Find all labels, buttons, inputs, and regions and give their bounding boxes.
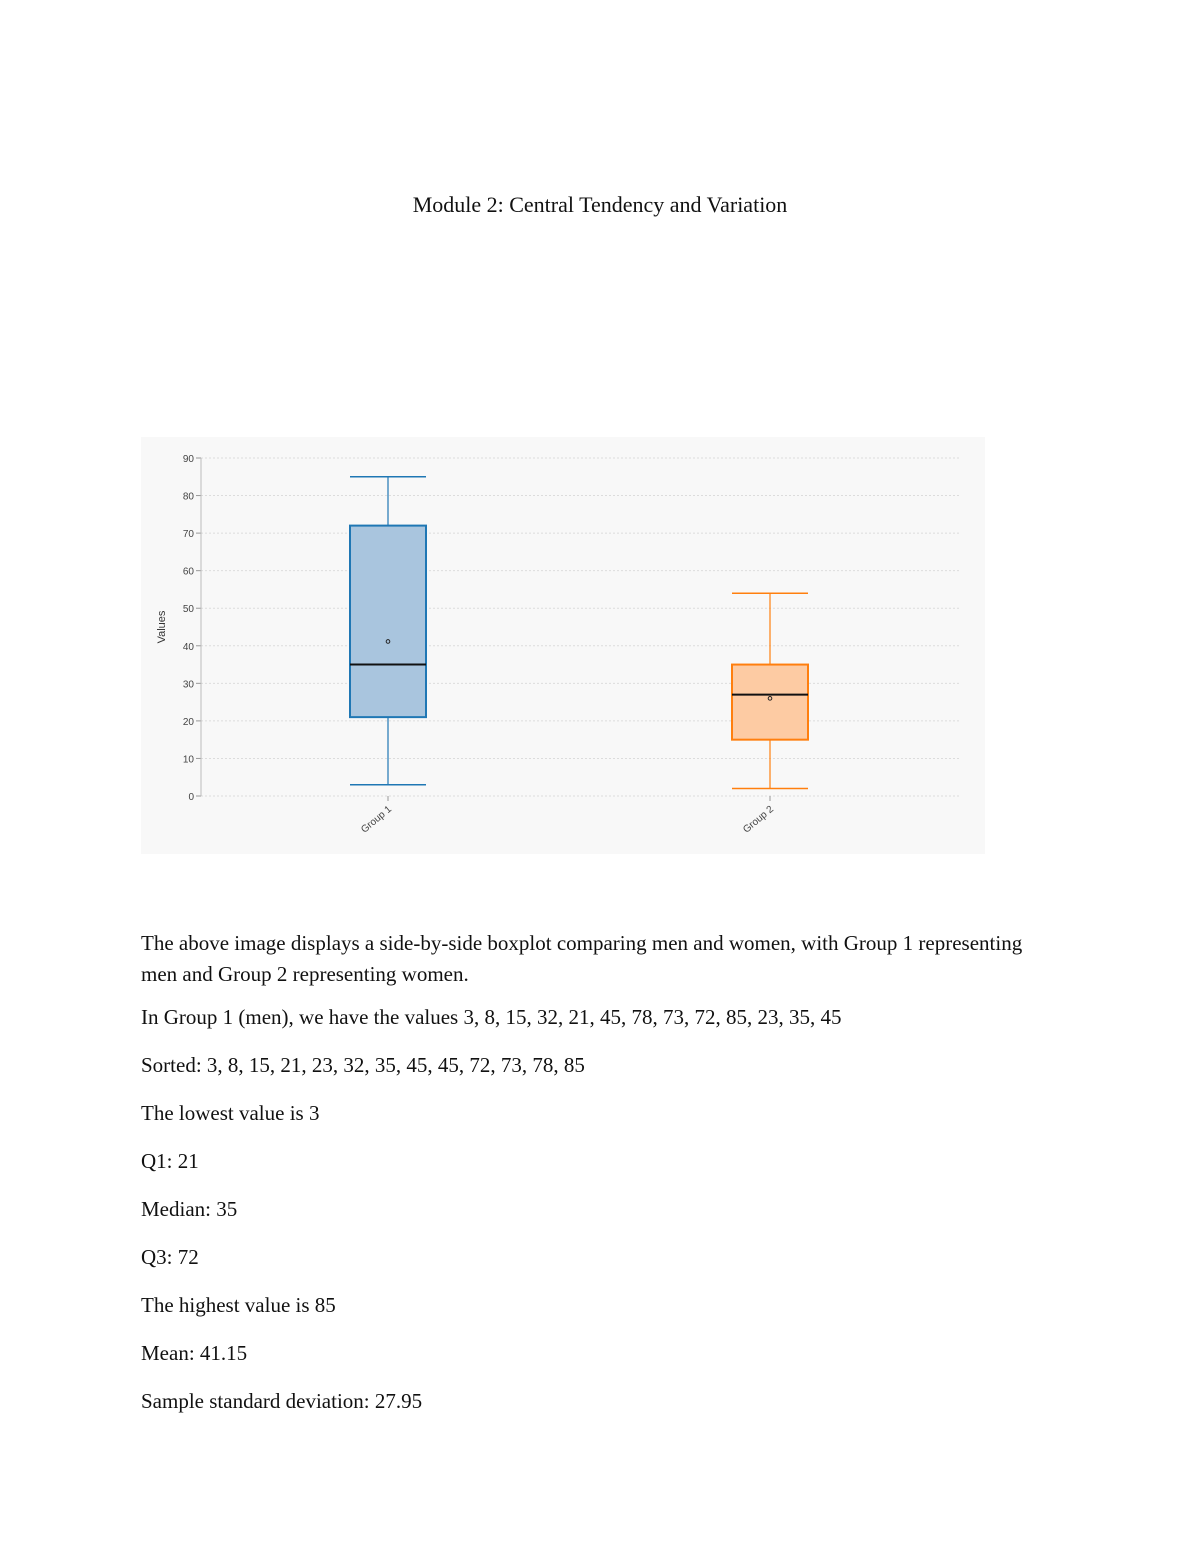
y-tick-label: 80 bbox=[182, 491, 194, 503]
q1-line: Q1: 21 bbox=[141, 1149, 199, 1173]
y-axis-label: Values bbox=[156, 610, 168, 644]
iqr-box bbox=[732, 665, 808, 740]
q3-line: Q3: 72 bbox=[141, 1245, 199, 1269]
y-tick-label: 60 bbox=[182, 566, 194, 578]
body-text bbox=[141, 928, 1041, 1434]
highest-value-line: The highest value is 85 bbox=[141, 1293, 336, 1317]
page-title: Module 2: Central Tendency and Variation bbox=[412, 192, 788, 217]
sorted-values-line: Sorted: 3, 8, 15, 21, 23, 32, 35, 45, 45, 72, 73, 78, 85 bbox=[141, 1053, 585, 1077]
mean-line: Mean: 41.15 bbox=[141, 1341, 248, 1365]
y-tick-label: 20 bbox=[182, 716, 194, 728]
boxplot-chart bbox=[141, 437, 985, 854]
y-tick-label: 30 bbox=[182, 679, 194, 691]
y-tick-label: 10 bbox=[182, 754, 194, 766]
y-tick-label: 90 bbox=[182, 454, 194, 465]
std-dev-line: Sample standard deviation: 27.95 bbox=[141, 1389, 423, 1413]
y-tick-label: 0 bbox=[188, 792, 194, 803]
y-tick-label: 70 bbox=[182, 529, 194, 541]
x-tick-label: Group 1 bbox=[359, 803, 394, 836]
boxplot-svg bbox=[141, 437, 985, 854]
iqr-box bbox=[350, 526, 426, 718]
lowest-value-line: The lowest value is 3 bbox=[141, 1101, 320, 1125]
group1-values-line: In Group 1 (men), we have the values 3, 8, 15, 32, 21, 45, 78, 73, 72, 85, 23, 35, 45 bbox=[141, 1005, 842, 1029]
x-tick-label: Group 2 bbox=[741, 803, 776, 836]
y-tick-label: 40 bbox=[182, 641, 194, 653]
intro-paragraph: The above image displays a side-by-side boxplot comparing men and women, with Group 1 representing men and Group 2 representing women. bbox=[141, 931, 1023, 986]
median-line: Median: 35 bbox=[141, 1197, 238, 1221]
y-tick-label: 50 bbox=[182, 604, 194, 616]
